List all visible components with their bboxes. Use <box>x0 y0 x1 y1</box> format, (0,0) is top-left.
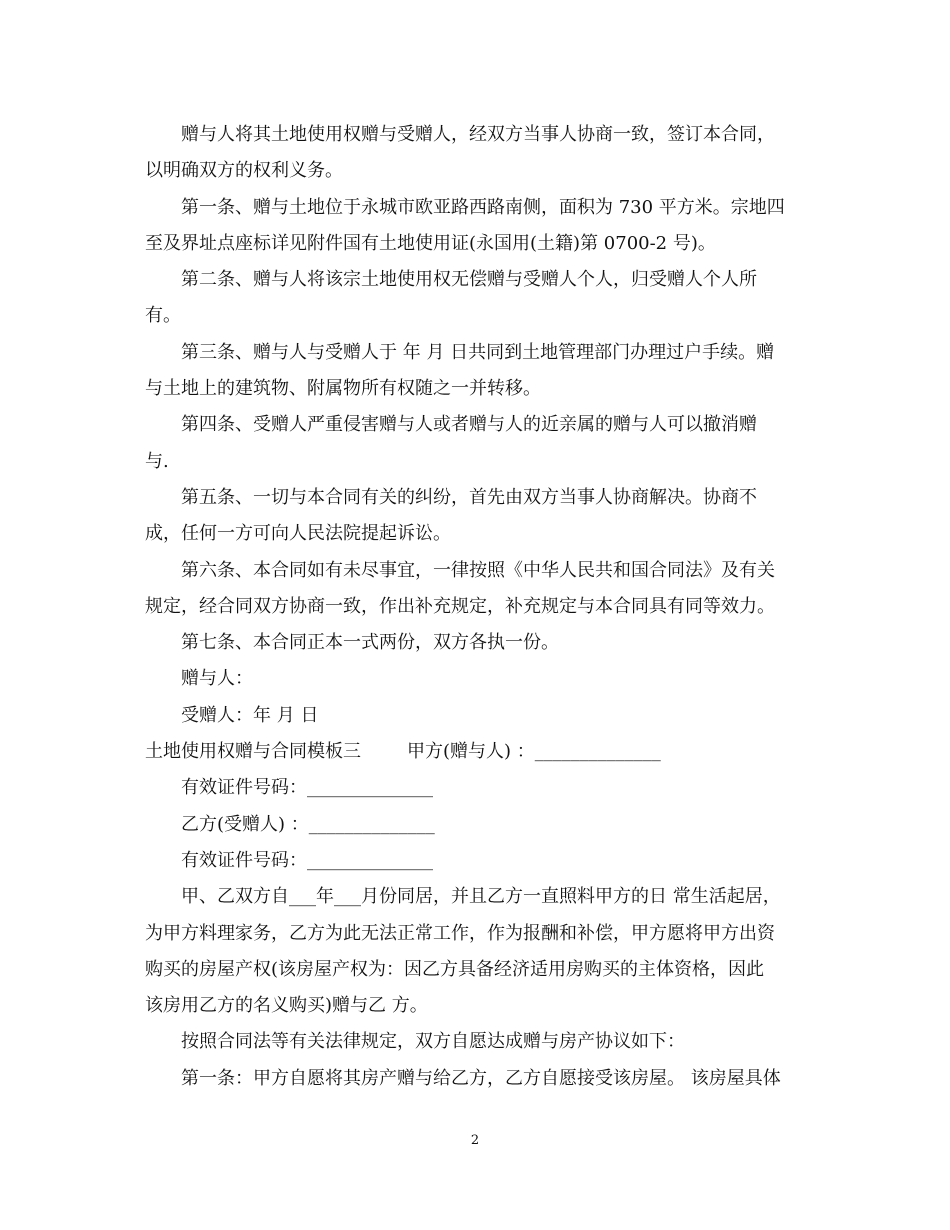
paragraph-line: 赠与人将其土地使用权赠与受赠人，经双方当事人协商一致，签订本合同， <box>181 124 775 145</box>
article-6-line: 第六条、本合同如有未尽事宜，一律按照《中华人民共和国合同法》及有关 <box>181 559 775 581</box>
article-4-line: 第四条、受赠人严重侵害赠与人或者赠与人的近亲属的赠与人可以撤消赠 <box>181 414 757 436</box>
paragraph-line: 购买的房屋产权(该房屋产权为：因乙方具备经济适用房购买的主体资格，因此 <box>145 958 765 980</box>
article-2-line: 有。 <box>145 305 181 327</box>
article-4-line: 与. <box>145 450 169 472</box>
article-3-line: 与土地上的建筑物、附属物所有权随之一并转移。 <box>145 378 541 400</box>
party-a-field: 甲方(赠与人) ：______________ <box>407 741 661 763</box>
page-number: 2 <box>470 1133 480 1148</box>
article-5-line: 第五条、一切与本合同有关的纠纷，首先由双方当事人协商解决。协商不 <box>181 486 757 508</box>
paragraph-line: 以明确双方的权利义务。 <box>145 160 343 182</box>
paragraph-line: 按照合同法等有关法律规定，双方自愿达成赠与房产协议如下： <box>181 1031 685 1053</box>
article-7-line: 第七条、本合同正本一式两份，双方各执一份。 <box>181 632 559 654</box>
paragraph-line: 甲、乙双方自___年___月份同居，并且乙方一直照料甲方的日 常生活起居， <box>181 886 781 908</box>
template-title-line <box>145 734 805 770</box>
document-body <box>145 117 805 1097</box>
article-6-line: 规定，经合同双方协商一致，作出补充规定，补充规定与本合同具有同等效力。 <box>145 595 775 617</box>
paragraph-line: 为甲方料理家务，乙方为此无法正常工作，作为报酬和补偿，甲方愿将甲方出资 <box>145 922 775 944</box>
article-1-line: 至及界址点座标详见附件国有土地使用证(永国用(土籍)第 0700-2 号)。 <box>145 232 716 254</box>
article-2-line: 第二条、赠与人将该宗土地使用权无偿赠与受赠人个人，归受赠人个人所 <box>181 269 757 291</box>
article-5-line: 成，任何一方可向人民法院提起诉讼。 <box>145 523 451 545</box>
article-3-line: 第三条、赠与人与受赠人于 年 月 日共同到土地管理部门办理过户手续。赠 <box>181 341 775 363</box>
party-b-id-field: 有效证件号码：______________ <box>181 849 433 871</box>
party-a-id-field: 有效证件号码：______________ <box>181 777 433 799</box>
article-1-line: 第一条、赠与土地位于永城市欧亚路西路南侧，面积为 730 平方米。宗地四 <box>181 196 785 218</box>
paragraph-line: 该房用乙方的名义购买)赠与乙 方。 <box>145 995 428 1017</box>
donor-signature-line: 赠与人： <box>181 668 253 690</box>
donee-signature-line: 受赠人：年 月 日 <box>181 704 319 726</box>
article-line: 第一条：甲方自愿将其房产赠与给乙方，乙方自愿接受该房屋。 该房屋具体 <box>181 1067 781 1089</box>
party-b-field: 乙方(受赠人) ：______________ <box>181 813 435 835</box>
template-title: 土地使用权赠与合同模板三 <box>145 741 361 763</box>
